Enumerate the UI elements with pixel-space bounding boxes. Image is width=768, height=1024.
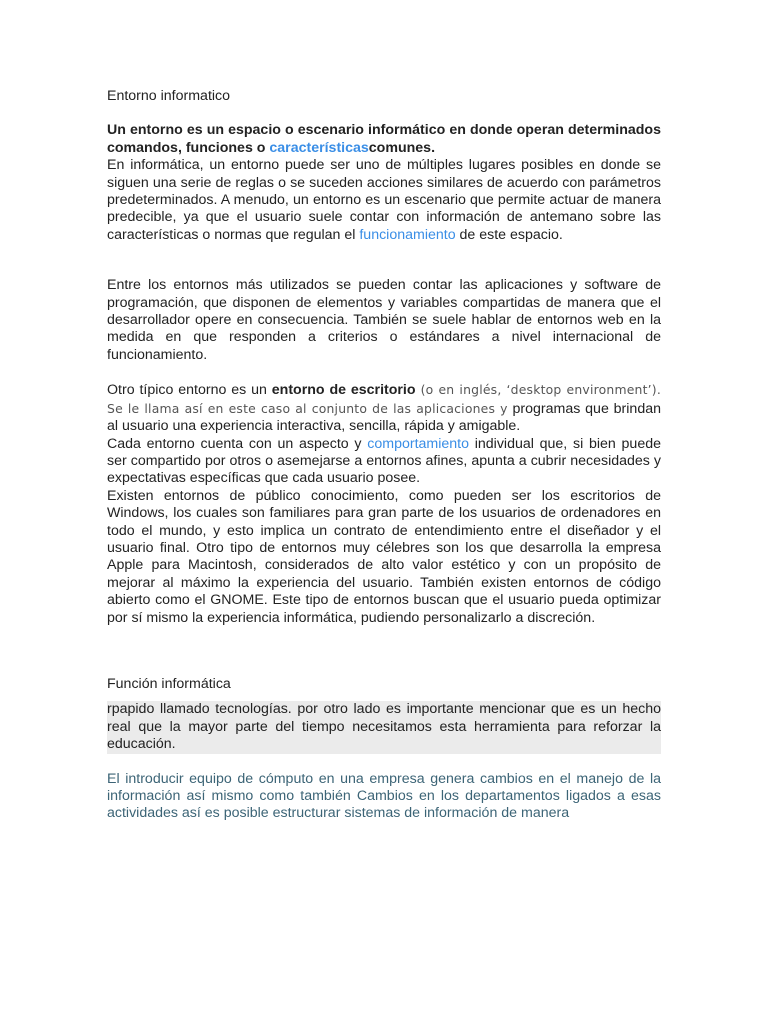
p4-text-1: Cada entorno cuenta con un aspecto y [107, 435, 368, 452]
p4-text-2: individual que, si bien puede ser compartido por otros o asemejarse a entornos afines, apunta a cubrir necesidades y expectativas específicas que cada usuario posee. [107, 435, 661, 487]
p3-text-1: Otro típico entorno es un [107, 382, 272, 399]
highlighted-paragraph: rpapido llamado tecnologías. por otro lado es importante mencionar que es un hecho real que la mayor parte del tiempo necesitamos esta herramienta para reforzar la educación. [107, 701, 661, 753]
link-comportamiento[interactable]: comportamiento [367, 435, 469, 452]
paragraph-4 [107, 436, 661, 488]
paragraph-computo: El introducir equipo de cómputo en una empresa genera cambios en el manejo de la información así mismo como también Cambios en los departamentos ligados a esas actividades así es posible estructurar sistemas de información de manera [107, 770, 661, 822]
lead-paragraph [107, 122, 661, 157]
paragraph-5: Existen entornos de público conocimiento, como pueden ser los escritorios de Windows, los cuales son familiares para gran parte de los usuarios de ordenadores en todo el mundo, y esto implica un contrato de entendimiento entre el diseñador y el usuario final. Otro tipo de entornos muy célebres son los que desarrolla la empresa Apple para Macintosh, considerados de alto valor estético y con un propósito de mejorar al máximo la experiencia del usuario. También existen entornos de código abierto como el GNOME. Este tipo de entornos buscan que el usuario pueda optimizar por sí mismo la experiencia informática, pudiendo personalizarlo a discreción. [107, 487, 661, 626]
section-title-entorno: Entorno informatico [107, 88, 231, 104]
p3-quoted-text: (o en inglés, ‘desktop environment’). Se le llama así en este caso al conjunto de las aplicaciones y [107, 382, 661, 416]
link-funcionamiento[interactable]: funcionamiento [359, 226, 456, 243]
paragraph-3 [107, 381, 661, 435]
document-page [107, 88, 661, 823]
paragraph-2: Entre los entornos más utilizados se pueden contar las aplicaciones y software de programación, que disponen de elementos y variables compartidas de manera que el desarrollador opere en consecuencia. También se suele hablar de entornos web en la medida en que responden a criterios o estándares a nivel internacional de funcionamiento. [107, 277, 661, 363]
section-title-funcion: Función informática [107, 675, 231, 692]
p1-text-1: En informática, un entorno puede ser uno de múltiples lugares posibles en donde se siguen una serie de reglas o se suceden acciones similares de acuerdo con parámetros predeterminados. A menudo, un entorno es un escenario que permite actuar de manera predecible, ya que el usuario suele contar con información de antemano sobre las características o normas que regulan el [107, 157, 661, 243]
link-caracteristicas[interactable]: características [269, 139, 369, 156]
p1-text-2: de este espacio. [455, 226, 563, 243]
lead-text-2: comunes. [368, 139, 436, 156]
p3-text-2: programas que brindan al usuario una experiencia interactiva, sencilla, rápida y amigable. [107, 400, 661, 435]
paragraph-1 [107, 157, 661, 244]
lead-text-1: Un entorno es un espacio o escenario informático en donde operan determinados comandos, funciones o [107, 122, 661, 156]
p3-bold-term: entorno de escritorio [271, 382, 416, 399]
